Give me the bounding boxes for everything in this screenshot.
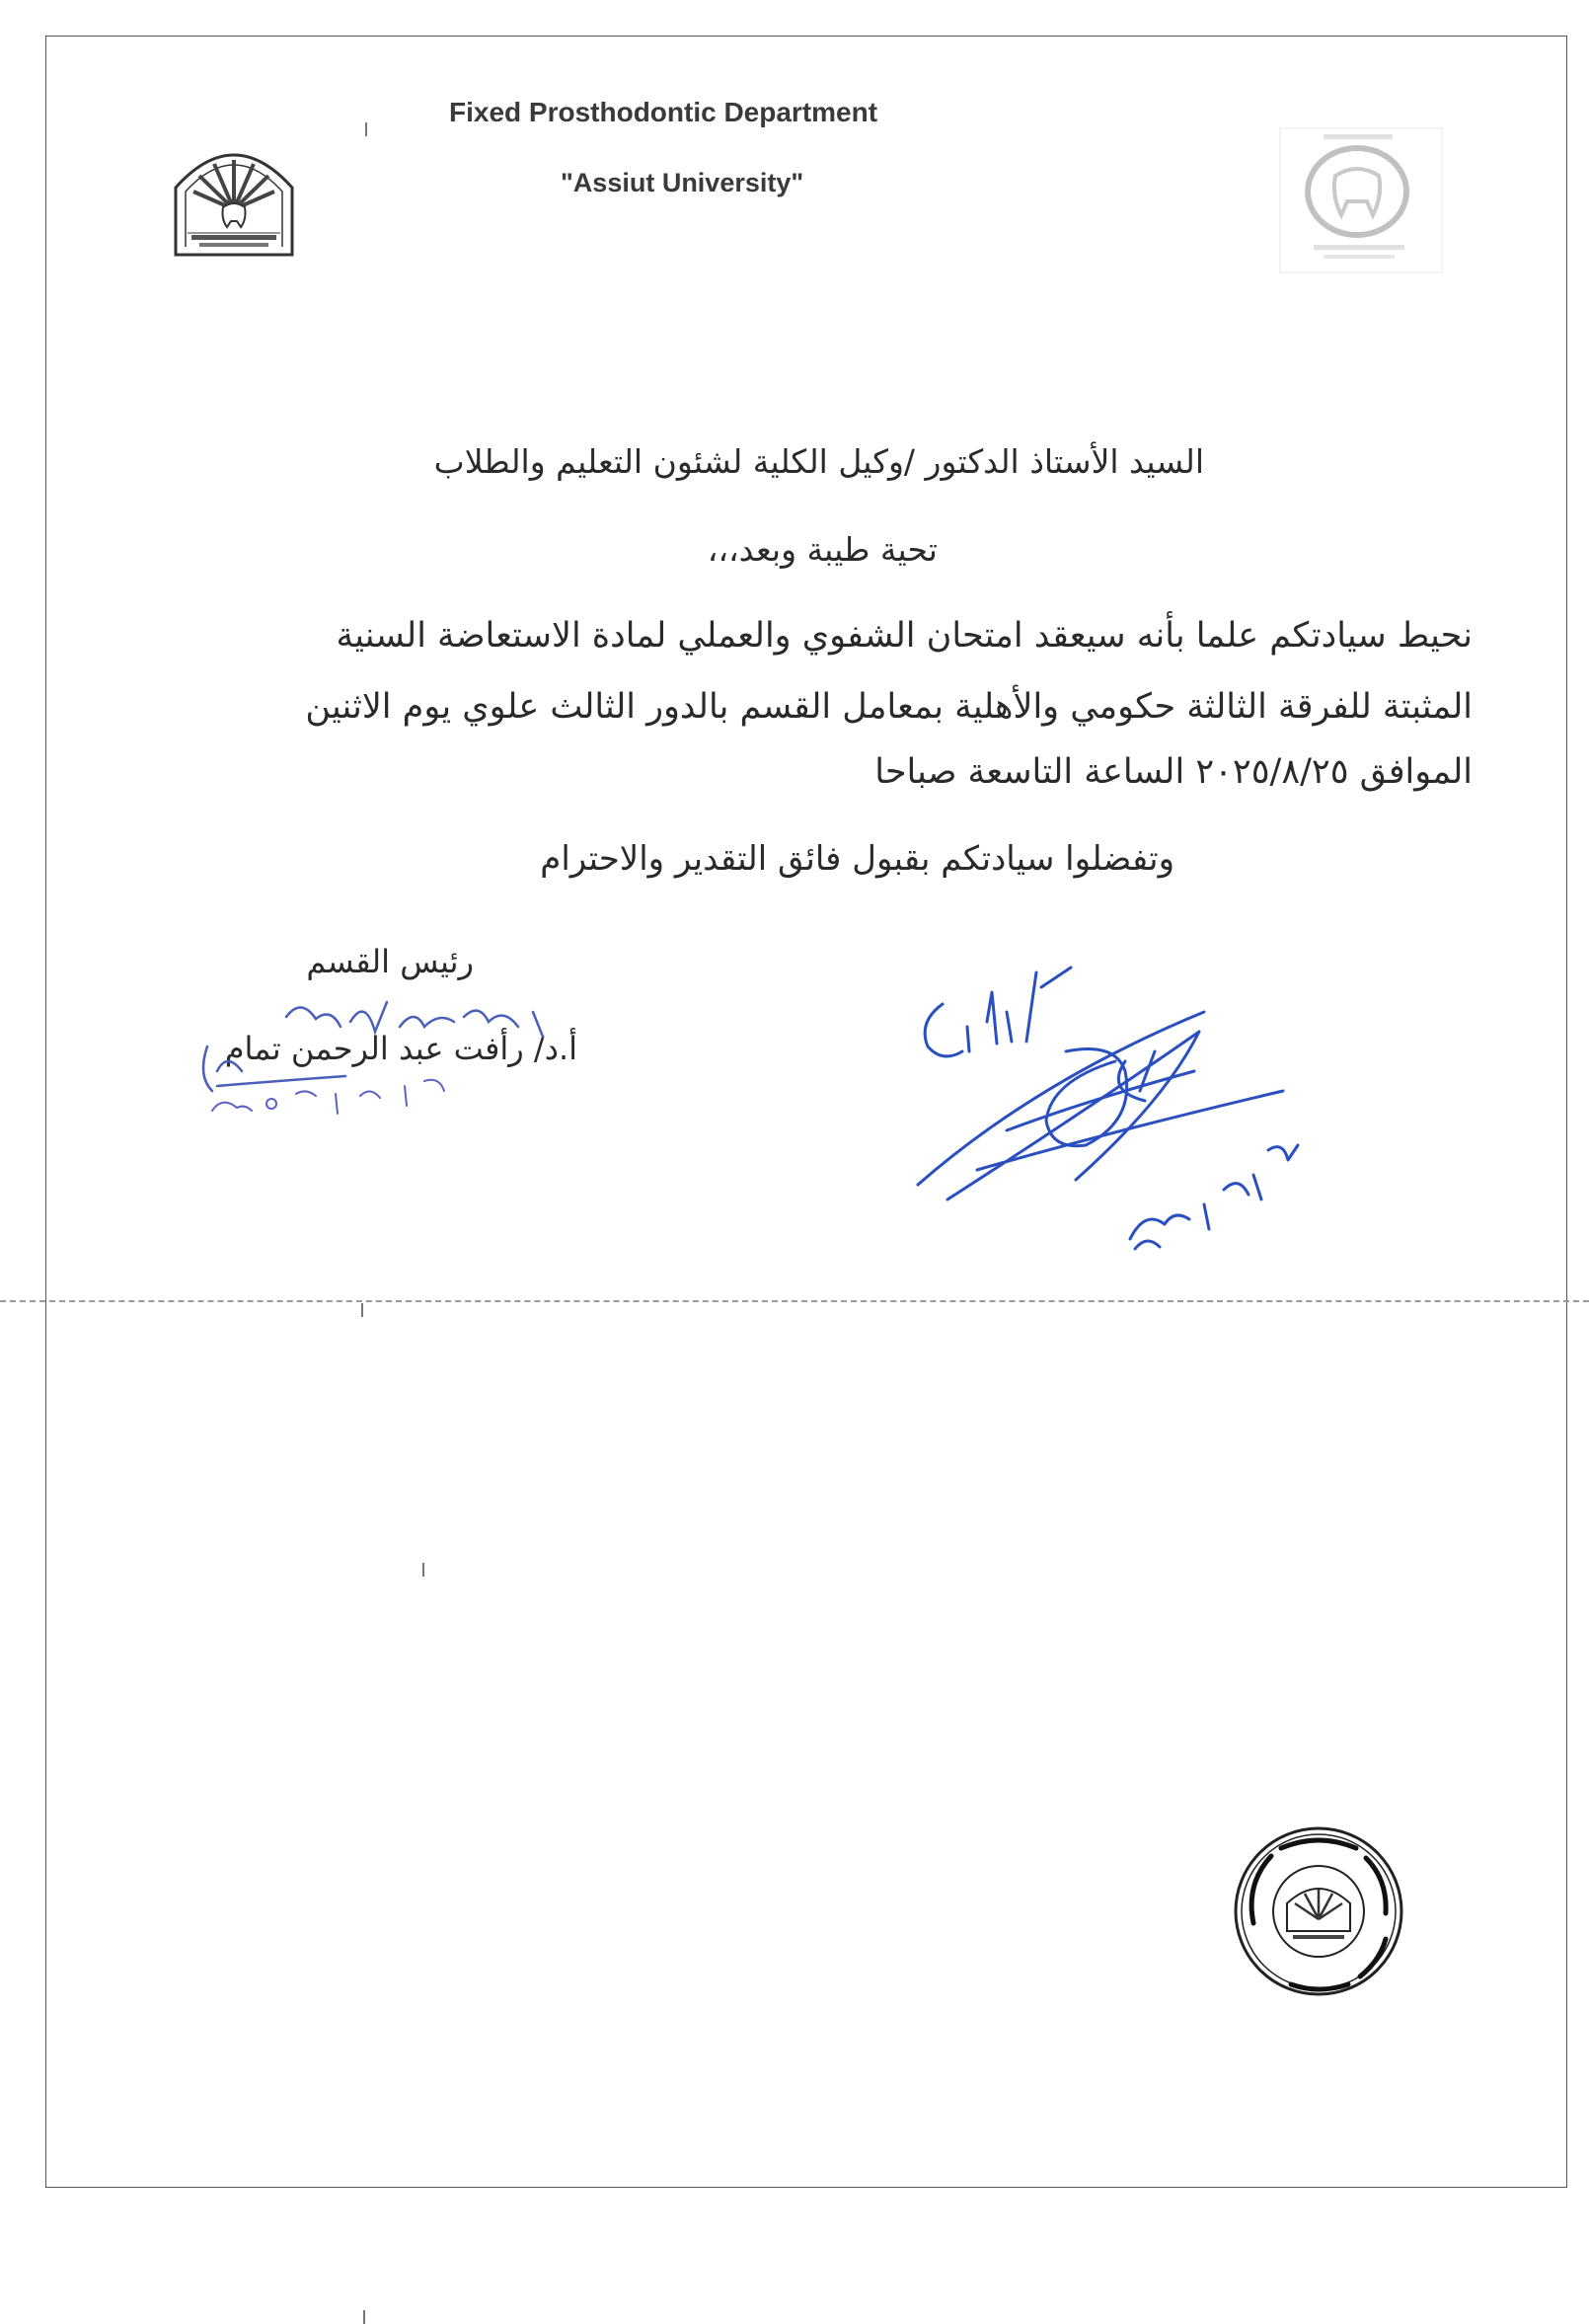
department-title: Fixed Prosthodontic Department [449,97,878,127]
addressee-line: السيد الأستاذ الدكتور /وكيل الكلية لشئون التعليم والطلاب [433,442,1204,481]
official-seal-stamp-icon [1232,1824,1405,1998]
greeting-line: تحية طيبة وبعد،،، [707,530,938,569]
scan-mark [361,1303,363,1317]
university-title: "Assiut University" [561,168,804,197]
tooth-department-logo-icon [1278,126,1444,274]
head-of-department-title: رئيس القسم [306,943,474,980]
fold-line [0,1300,1589,1302]
scan-mark [422,1563,424,1577]
scan-mark [365,122,367,136]
faculty-of-dentistry-logo-icon [170,130,298,257]
body-line-3: الموافق ٢٠٢٥/٨/٢٥ الساعة التاسعة صباحا [874,752,1473,792]
body-line-2: المثبتة للفرقة الثالثة حكومي والأهلية بمعامل القسم بالدور الثالث علوي يوم الاثنين [305,687,1473,727]
closing-line: وتفضلوا سيادتكم بقبول فائق التقدير والاحترام [540,839,1174,879]
head-of-department-name: أ.د/ رأفت عبد الرحمن تمام [224,1030,577,1067]
body-line-1: نحيط سيادتكم علما بأنه سيعقد امتحان الشفوي والعملي لمادة الاستعاضة السنية [336,616,1473,656]
scan-mark [363,2310,365,2324]
